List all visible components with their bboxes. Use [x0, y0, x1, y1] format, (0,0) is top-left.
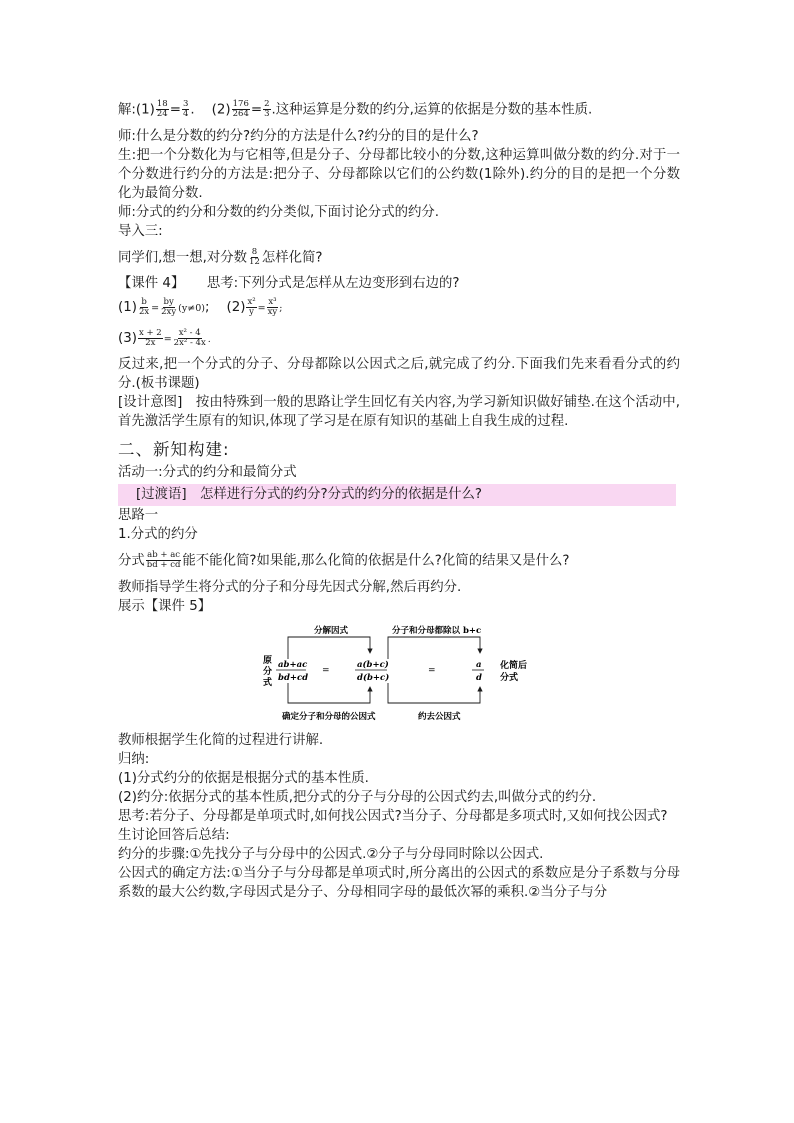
summary-item-2: (2)约分:依据分式的基本性质,把分式的分子与分母的公因式约去,叫做分式的约分. — [118, 789, 597, 805]
f2-num: a(b+c) — [357, 659, 389, 670]
item-one-heading: 1.分式的约分 — [118, 527, 198, 542]
think-line: 同学们,想一想,对分数 $\frac{8}{12}$ 怎样化简? — [118, 246, 323, 267]
fraction-x24-2x24x: $\frac{\text{x² - 4}}{\text{2x² - 4x}}$ — [173, 327, 206, 348]
fraction-18-24: $\frac{18}{24}$ — [156, 99, 168, 119]
fraction-by-2xy: $\frac{by}{2xy}$ — [161, 296, 177, 317]
fraction-2-3: $\frac{2}{3}$ — [264, 99, 270, 119]
f3-den: d — [476, 672, 482, 683]
question-line: 分式 $\frac{ab + ac}{bd + cd}$ 能不能化简?如果能,那么化简的依据是什么?化简的结果又是什么? — [118, 550, 570, 570]
method-paragraph: 公因式的确定方法:①当分子与分母都是单项式时,所分离出的公因式的系数应是分子系数与分母系数的最大公约数,字母因式是分子、分母相同字母的最低次幂的乘积.②当分子与分 — [118, 865, 680, 900]
orig-label-3: 式 — [263, 677, 273, 688]
reverse-paragraph: 反过来,把一个分式的分子、分母都除以公因式之后,就完成了约分.下面我们先来看看分式的约分.(板书课题) — [118, 357, 680, 391]
f1-num: ab+ac — [278, 659, 308, 670]
label-factor: 分解因式 — [314, 625, 349, 636]
discuss-line: 生讨论回答后总结: — [118, 827, 230, 843]
student-answer: 生:把一个分数化为与它相等,但是分子、分母都比较小的分数,这种运算叫做分数的约分.对于一个分数进行约分的方法是:把分子、分母都除以它们的公约数(1除外).约分的目的是把一个分数化为最简分数. — [118, 147, 680, 201]
fraction-3-4: $\frac{3}{4}$ — [182, 99, 189, 119]
f3-num: a — [476, 659, 482, 670]
formula-1-2: (1) $\frac{b}{2x}$ = $\frac{by}{2xy}$ (y≠0); (2) $\frac{\text{x²}}{y}$ = $\frac{\text{x³}}{xy}$ ; — [118, 296, 283, 317]
fraction-x2-y: $\frac{\text{x²}}{y}$ — [247, 296, 256, 317]
separator-text: . (2) — [190, 102, 231, 118]
equals-sign: = — [250, 102, 263, 118]
f2-den: d(b+c) — [357, 672, 390, 683]
fraction-x2-2x: $\frac{x + 2}{2x}$ — [138, 327, 162, 348]
intro-three-heading: 导入三: — [118, 223, 163, 239]
solution-line — [118, 100, 680, 120]
equals-sign: = — [169, 102, 181, 118]
transition-highlight: [过渡语] 怎样进行分式的约分?分式的约分的依据是什么? — [118, 484, 676, 506]
solution-prefix: 解:(1) — [118, 102, 155, 118]
label-common-factor: 确定分子和分母的公因式 — [282, 711, 376, 722]
fraction-x3-xy: $\frac{\text{x³}}{xy}$ — [267, 296, 278, 317]
section-heading-new-knowledge: 二、新知构建: — [118, 440, 230, 459]
courseware-4-label: 【课件 4】 — [118, 276, 185, 291]
arrow-divide — [388, 637, 480, 659]
think-paragraph: 思考:若分子、分母都是单项式时,如何找公因式?当分子、分母都是多项式时,又如何找公因式? — [118, 808, 668, 824]
teacher-explain: 教师根据学生化简的过程进行讲解. — [118, 732, 324, 748]
label-cancel: 约去公因式 — [418, 711, 461, 722]
summary-item-1: (1)分式约分的依据是根据分式的基本性质. — [118, 770, 369, 786]
steps-line: 约分的步骤:①先找分子与分母中的公因式.②分子与分母同时除以公因式. — [118, 846, 544, 862]
document-page — [118, 100, 680, 902]
eq-1: = — [322, 665, 330, 676]
teacher-question: 师:什么是分数的约分?约分的方法是什么?约分的目的是什么? — [118, 128, 479, 144]
show-courseware-5: 展示【课件 5】 — [118, 598, 212, 614]
f1-den: bd+cd — [278, 672, 309, 683]
idea-one-heading: 思路一 — [118, 508, 159, 523]
teacher-transition: 师:分式的约分和分数的约分类似,下面讨论分式的约分. — [118, 204, 440, 220]
orig-label-1: 原 — [263, 655, 273, 666]
activity-one-heading: 活动一:分式的约分和最简分式 — [118, 465, 297, 480]
arrow-common-factor — [288, 683, 370, 703]
courseware-4-text: 思考:下列分式是怎样从左边变形到右边的? — [206, 276, 460, 291]
fraction-176-264: $\frac{176}{264}$ — [232, 99, 249, 119]
result-label-2: 分式 — [500, 672, 519, 683]
design-intent-paragraph: [设计意图] 按由特殊到一般的思路让学生回忆有关内容,为学习新知识做好铺垫.在这个活动中,首先激活学生原有的知识,体现了学习是在原有知识的基础上自我生成的过程. — [118, 395, 680, 429]
fraction-b-2x: $\frac{b}{2x}$ — [138, 296, 150, 317]
reduction-flow-diagram — [260, 621, 548, 725]
result-label-1: 化简后 — [500, 660, 528, 671]
fraction-8-12: $\frac{8}{12}$ — [249, 246, 260, 267]
label-divide: 分子和分母都除以 b+c — [392, 625, 482, 636]
arrow-cancel — [388, 683, 480, 703]
orig-label-2: 分 — [263, 666, 273, 677]
formula-3: (3) $\frac{x + 2}{2x}$ = $\frac{\text{x² - 4}}{\text{2x² - 4x}}$ . — [118, 327, 211, 348]
arrow-factor — [288, 637, 370, 659]
fraction-abac-bdcd: $\frac{ab + ac}{bd + cd}$ — [146, 550, 181, 570]
courseware-4-line — [118, 274, 680, 293]
eq-2: = — [428, 665, 436, 676]
solution-tail: .这种运算是分数的约分,运算的依据是分数的基本性质. — [271, 102, 593, 118]
teacher-guide: 教师指导学生将分式的分子和分母先因式分解,然后再约分. — [118, 579, 462, 595]
summary-heading: 归纳: — [118, 751, 150, 767]
